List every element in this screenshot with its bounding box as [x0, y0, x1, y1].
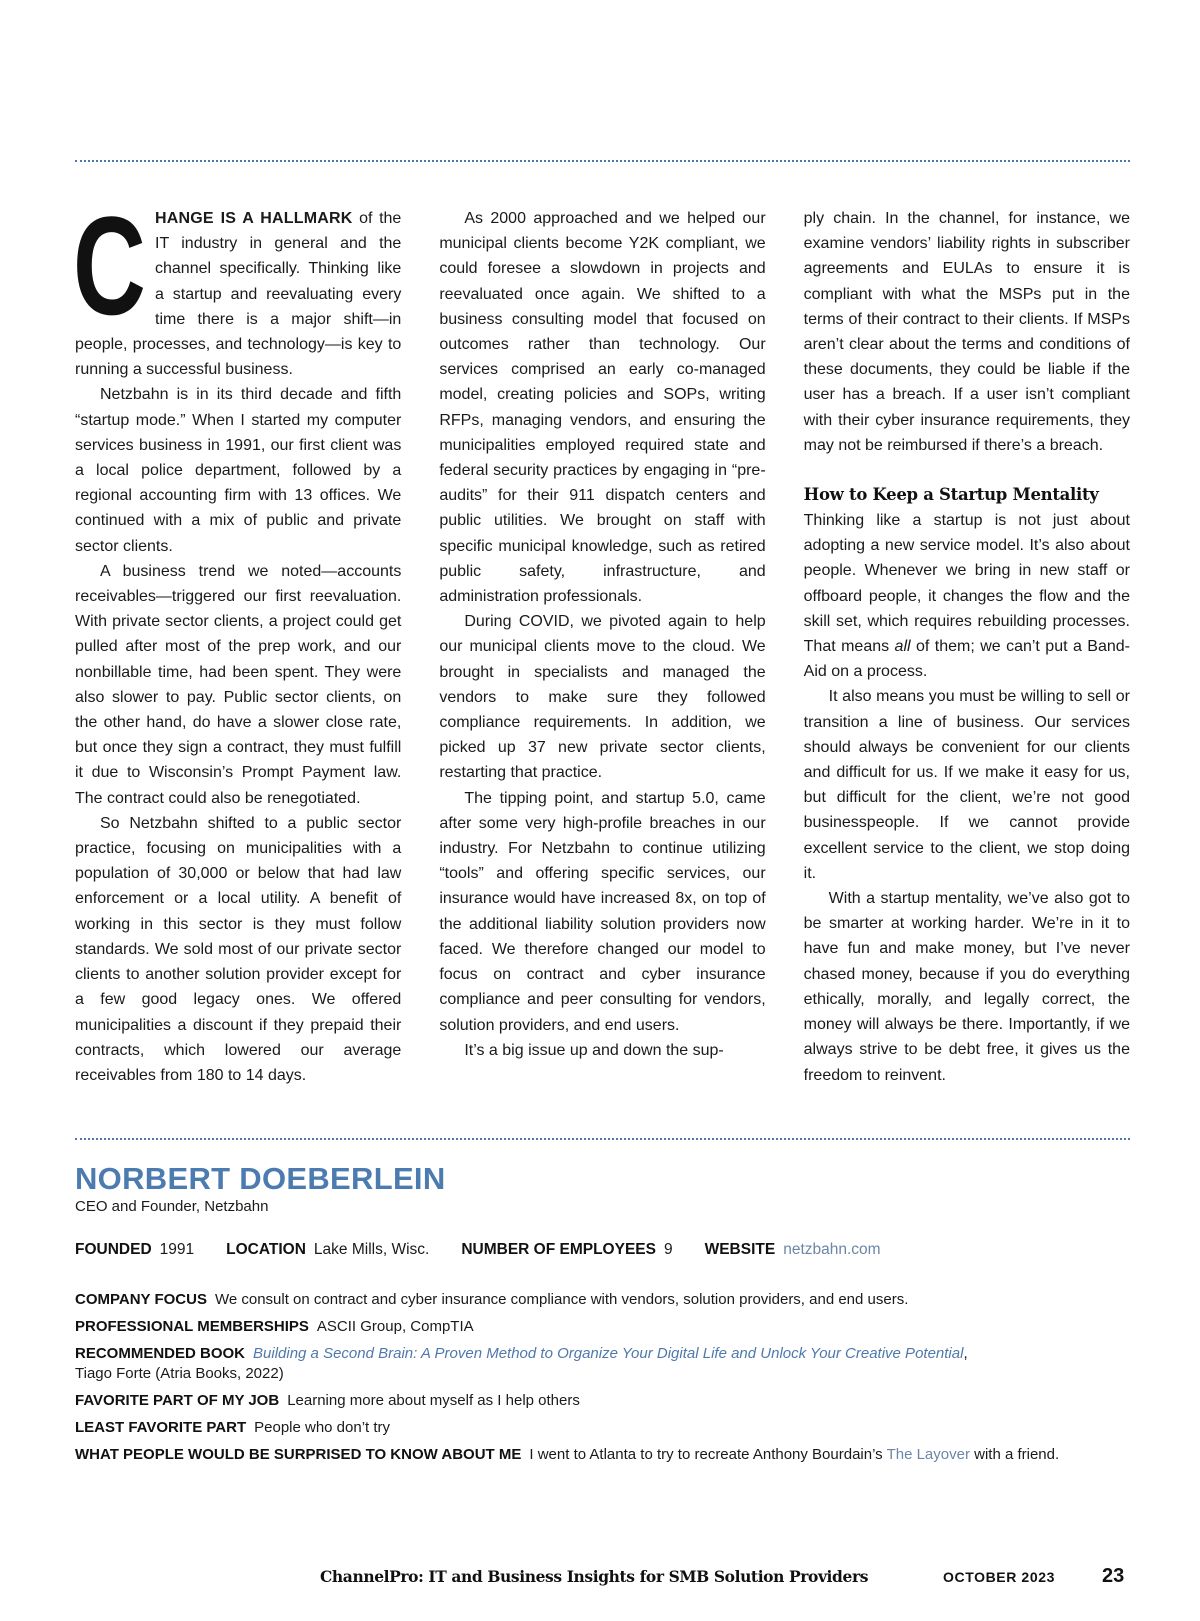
profile-details — [75, 1290, 1135, 1465]
profile-box — [75, 1162, 1135, 1472]
detail-value: We consult on contract and cyber insurance compliance with vendors, solution providers, and end users. — [214, 1291, 909, 1308]
section-subhead: How to Keep a Startup Mentality — [803, 485, 1099, 505]
detail-surprise — [75, 1445, 1135, 1465]
detail-least-favorite — [75, 1418, 1135, 1438]
paragraph: With a startup mentality, we’ve also got to be smarter at working harder. We’re in it to have fun and make money, but I’ve never chased money, because if you do everything ethically, morally, and legally correct, the money will always be there. Importantly, if we always strive to be debt free, it gives us the freedom to reinvent. — [803, 890, 1130, 1084]
paragraph: During COVID, we pivoted again to help our municipal clients move to the cloud. We brought in specialists and managed the vendors to make sure they followed compliance requirements. In addition, we picked up 37 new private sector clients, restarting that practice. — [439, 613, 766, 782]
detail-value: People who don’t try — [254, 1419, 391, 1436]
issue-date: OCTOBER 2023 — [943, 1569, 1055, 1585]
detail-label: PROFESSIONAL MEMBERSHIPS — [75, 1318, 309, 1335]
profile-role: CEO and Founder, Netzbahn — [75, 1198, 269, 1215]
detail-favorite-part — [75, 1391, 1135, 1411]
paragraph-text: of the IT industry in general and the channel specifically. Thinking like a startup and reevaluating every time there is a major shift—in people, processes, and technology—is key to running a successful business. — [75, 210, 402, 379]
detail-recommended-book: RECOMMENDED BOOK Building a Second Brain: A Proven Method to Organize Your Digital Life and Unlock Your Creative Potential, Tiago Forte (Atria Books, 2022) — [75, 1345, 968, 1382]
detail-value: ASCII Group, CompTIA — [316, 1318, 474, 1335]
profile-facts — [75, 1240, 1135, 1260]
detail-value: Learning more about myself as I help others — [287, 1392, 580, 1409]
fact-label: FOUNDED — [75, 1241, 152, 1258]
fact-website — [705, 1240, 881, 1260]
detail-value: Tiago Forte (Atria Books, 2022) — [75, 1365, 284, 1382]
paragraph: It’s a big issue up and down the sup- — [464, 1041, 724, 1059]
profile-name: NORBERT DOEBERLEIN — [75, 1161, 446, 1196]
fact-location — [226, 1240, 429, 1260]
drop-cap: C — [73, 187, 146, 344]
fact-employees — [461, 1240, 672, 1260]
fact-label: WEBSITE — [704, 1241, 776, 1258]
article-column-1 — [73, 187, 402, 1111]
detail-company-focus — [75, 1290, 1135, 1310]
emphasis-text: all — [894, 638, 911, 656]
paragraph-text: of them; we can’t put a Band-Aid on a process. — [803, 638, 1130, 681]
detail-value: I went to Atlanta to try to recreate Anthony Bourdain’s — [529, 1446, 887, 1463]
detail-label: RECOMMENDED BOOK — [75, 1345, 246, 1362]
paragraph: It also means you must be willing to sell or transition a line of business. Our services should always be convenient for our clients and difficult for us. If we make it easy for us, but difficult for the client, we’re not good businesspeople. If we cannot provide excellent service to the client, we stop doing it. — [803, 688, 1130, 882]
detail-label: FAVORITE PART OF MY JOB — [75, 1392, 280, 1409]
website-link[interactable]: netzbahn.com — [783, 1241, 881, 1258]
fact-value: 1991 — [159, 1241, 195, 1258]
paragraph — [804, 508, 1130, 684]
article-column-3 — [804, 206, 1130, 1111]
book-title: Building a Second Brain: A Proven Method to Organize Your Digital Life and Unlock Your Creative Potential — [253, 1345, 964, 1362]
detail-value: with a friend. — [969, 1446, 1060, 1463]
detail-label: WHAT PEOPLE WOULD BE SURPRISED TO KNOW ABOUT ME — [75, 1446, 522, 1463]
top-divider — [75, 160, 1130, 162]
detail-memberships — [75, 1317, 1135, 1337]
page-footer — [0, 1565, 1200, 1595]
paragraph: A business trend we noted—accounts receivables—triggered our first reevaluation. With private sector clients, a project could get pulled after most of the prep work, and our nonbillable time, had been spent. They were also slower to pay. Public sector clients, on the other hand, do have a slower close rate, but once they sign a contract, they must fulfill it due to Wisconsin’s Prompt Payment law. The contract could also be renegotiated. — [75, 562, 402, 807]
paragraph — [73, 187, 402, 382]
paragraph: Netzbahn is in its third decade and fifth “startup mode.” When I started my computer services business in 1991, our first client was a local police department, followed by a regional accounting firm with 13 offices. We continued with a mix of public and private sector clients. — [75, 386, 402, 555]
magazine-title: ChannelPro: IT and Business Insights for SMB Solution Providers — [320, 1567, 869, 1586]
paragraph: So Netzbahn shifted to a public sector practice, focusing on municipalities with a population of 30,000 or below that had law enforcement or a local utility. A benefit of working in this sector is they must follow standards. We sold most of our private sector clients to another solution provider except for a few good legacy ones. We offered municipalities a discount if they prepaid their contracts, which lowered our average receivables from 180 to 14 days. — [75, 814, 402, 1084]
fact-value: 9 — [663, 1241, 673, 1258]
fact-label: NUMBER OF EMPLOYEES — [461, 1241, 656, 1258]
paragraph: The tipping point, and startup 5.0, came after some very high-profile breaches in our industry. For Netzbahn to continue utilizing “tools” and offering specific services, our insurance would have increased 8x, on top of the additional liability solution providers now faced. We therefore changed our model to focus on contract and cyber insurance compliance and peer consulting for vendors, solution providers, and end users. — [439, 789, 766, 1034]
page-number: 23 — [1102, 1565, 1125, 1587]
lead-in: HANGE IS A HALLMARK — [155, 210, 353, 227]
paragraph-text: Thinking like a startup is not just about adopting a new service model. It’s also about people. Whenever we bring in new staff or offboard people, it changes the flow and the skill set, which requires rebuilding processes. That means — [803, 512, 1130, 656]
fact-label: LOCATION — [226, 1241, 306, 1258]
show-title: The Layover — [886, 1446, 970, 1463]
article-body — [73, 187, 1130, 1111]
fact-founded — [75, 1240, 194, 1260]
article-column-2 — [439, 206, 765, 1111]
fact-value: Lake Mills, Wisc. — [313, 1241, 430, 1258]
paragraph: ply chain. In the channel, for instance, we examine vendors’ liability rights in subscriber agreements and EULAs to ensure it is compliant with what the MSPs put in the terms of their contract to their clients. If MSPs aren’t clear about the terms and conditions of these documents, they could be liable if the user has a breach. If a user isn’t compliant with their cyber insurance requirements, they may not be reimbursed if there’s a breach. — [803, 210, 1130, 454]
detail-label: COMPANY FOCUS — [75, 1291, 207, 1308]
profile-divider — [75, 1138, 1130, 1140]
detail-label: LEAST FAVORITE PART — [75, 1419, 247, 1436]
paragraph: As 2000 approached and we helped our municipal clients become Y2K compliant, we could foresee a slowdown in projects and reevaluated once again. We shifted to a business consulting model that focused on outcomes rather than technology. Our services comprised an early co-managed model, creating policies and SOPs, writing RFPs, managing vendors, and ensuring the municipalities employed required state and federal security practices by engaging in “pre-audits” for their 911 dispatch centers and public utilities. We brought on staff with specific municipal knowledge, such as retired public safety, infrastructure, and administration professionals. — [439, 210, 766, 606]
